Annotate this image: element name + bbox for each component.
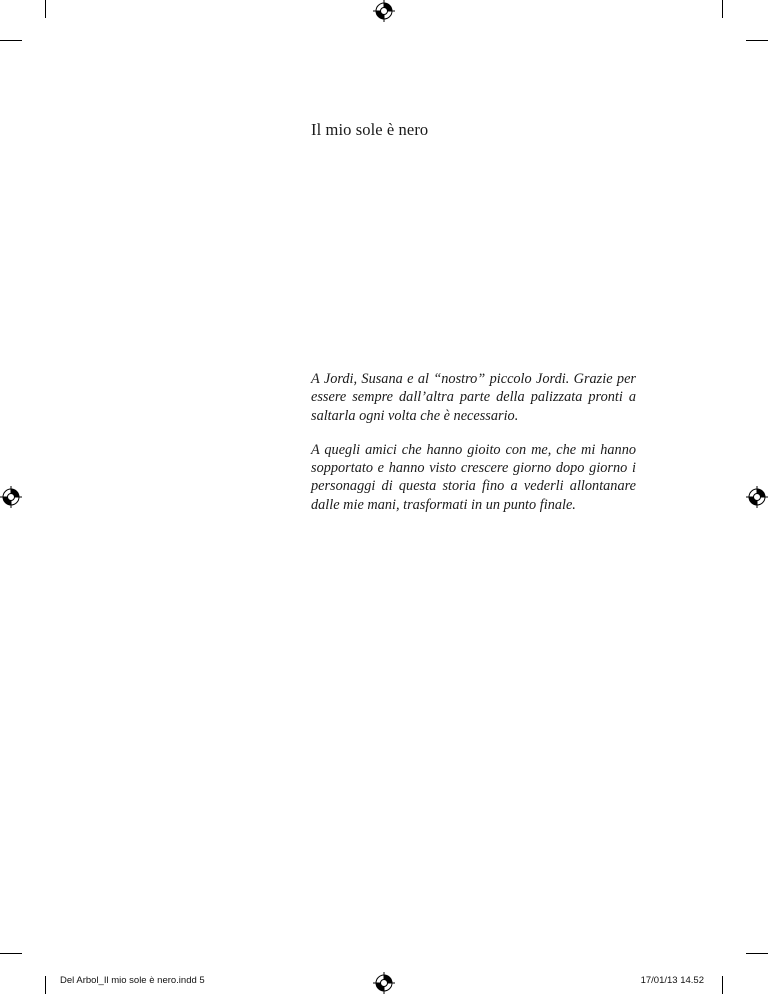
dedication-paragraph: A quegli amici che hanno gioito con me, che mi hanno sopportato e hanno visto crescere giorno dopo giorno i personaggi di questa storia fino a vederli allontanare dalle mie mani, trasformati in un punto finale. <box>311 441 636 513</box>
crop-mark-left-bottom <box>0 953 22 954</box>
registration-mark-icon <box>0 486 22 508</box>
crop-mark-right-bottom <box>746 953 768 954</box>
dedication <box>311 370 636 530</box>
crop-mark-top-left <box>45 0 46 18</box>
crop-mark-top-right <box>722 0 723 18</box>
registration-mark-icon <box>746 486 768 508</box>
slug-timestamp: 17/01/13 14.52 <box>640 975 704 986</box>
registration-mark-icon <box>373 0 395 22</box>
crop-mark-left-top <box>0 40 22 41</box>
registration-mark-icon <box>373 972 395 994</box>
dedication-paragraph: A Jordi, Susana e al “nostro” piccolo Jordi. Grazie per essere sempre dall’altra parte della palizzata pronti a saltarla ogni volta che è necessario. <box>311 371 636 424</box>
crop-mark-bottom-right <box>722 976 723 994</box>
slug-filename: Del Arbol_Il mio sole è nero.indd 5 <box>60 975 205 986</box>
book-title: Il mio sole è nero <box>311 120 429 139</box>
crop-mark-bottom-left <box>45 976 46 994</box>
crop-mark-right-top <box>746 40 768 41</box>
